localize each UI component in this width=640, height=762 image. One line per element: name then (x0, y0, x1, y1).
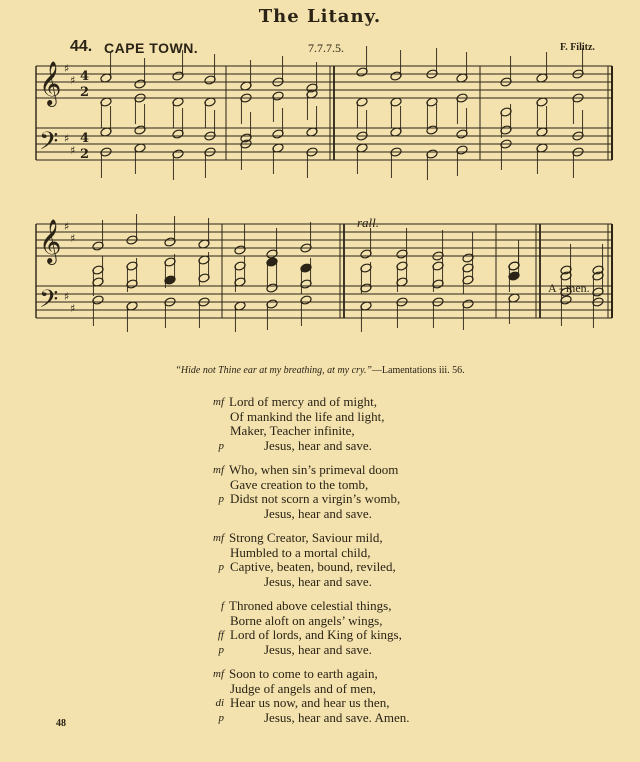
sharp-sign: ♯ (70, 232, 76, 245)
verse-text: Jesus, hear and save. (264, 573, 372, 589)
verse-line (0, 575, 640, 590)
stanza (0, 667, 640, 725)
stanza (0, 463, 640, 521)
dynamic-marking: mf (213, 532, 224, 544)
verse-line (0, 628, 640, 643)
dynamic-marking: p (218, 561, 224, 573)
stanza (0, 599, 640, 657)
sharp-sign: ♯ (70, 302, 76, 315)
composer: F. Filitz. (560, 42, 595, 53)
hymn-verses (0, 395, 640, 735)
dynamic-marking: mf (213, 668, 224, 680)
sharp-sign: ♯ (64, 132, 70, 145)
verse-line (0, 492, 640, 507)
verse-line (0, 424, 640, 439)
verse-text: Jesus, hear and save. (264, 505, 372, 521)
music-score (0, 0, 640, 360)
verse-text: Throned above celestial things, (229, 598, 392, 613)
verse-text: Of mankind the life and light, (230, 408, 385, 424)
dynamic-marking: di (215, 697, 224, 709)
scripture-quote (0, 365, 640, 376)
verse-line (0, 682, 640, 697)
verse-line (0, 507, 640, 522)
sharp-sign: ♯ (64, 62, 70, 75)
verse-text: Jesus, hear and save. (264, 641, 372, 657)
verse-text: Lord of mercy and of might, (229, 394, 378, 409)
verse-text: Who, when sin’s primeval doom (229, 462, 399, 477)
stanza (0, 395, 640, 453)
page-number: 48 (56, 718, 66, 729)
sharp-sign: ♯ (64, 290, 70, 303)
verse-line (0, 643, 640, 658)
verse-line (0, 439, 640, 454)
time-signature: 2 (80, 147, 90, 162)
verse-line (0, 531, 640, 546)
verse-text: Maker, Teacher infinite, (230, 423, 355, 438)
sharp-sign: ♯ (64, 220, 70, 233)
meter: 7.7.7.5. (308, 41, 344, 55)
verse-line (0, 614, 640, 629)
verse-text: Hear us now, and hear us then, (230, 695, 390, 710)
verse-line (0, 410, 640, 425)
time-signature: 2 (80, 85, 90, 100)
dynamic-marking: mf (213, 396, 224, 408)
time-signature: 4 (80, 69, 90, 84)
verse-text: Lord of lords, and King of kings, (230, 627, 402, 642)
verse-text: Captive, beaten, bound, reviled, (230, 559, 396, 574)
stanza (0, 531, 640, 589)
amen-lyric: A - men. (548, 281, 590, 295)
sharp-sign: ♯ (70, 74, 76, 87)
dynamic-marking: ff (217, 629, 224, 641)
bass-clef: 𝄢 (39, 127, 59, 162)
dynamic-marking: f (220, 600, 224, 612)
hymn-number: 44. (70, 38, 93, 55)
verse-text: Borne aloft on angels’ wings, (230, 612, 383, 628)
verse-text: Judge of angels and of men, (230, 680, 376, 696)
verse-line (0, 546, 640, 561)
scripture-text: “Hide not Thine ear at my breathing, at my cry.” (175, 365, 372, 376)
verse-line (0, 560, 640, 575)
verse-text: Didst not scorn a virgin’s womb, (230, 491, 401, 506)
page-header: The Litany. (258, 6, 382, 27)
verse-text: Soon to come to earth again, (229, 666, 378, 681)
rallentando-marking: rall. (357, 215, 380, 230)
verse-line (0, 599, 640, 614)
dynamic-marking: p (218, 711, 224, 724)
dynamic-marking: p (218, 643, 224, 656)
dynamic-marking: mf (213, 464, 224, 476)
treble-clef: 𝄞 (39, 219, 62, 263)
bass-clef: 𝄢 (39, 285, 59, 320)
dynamic-marking: p (218, 439, 224, 452)
verse-text: Jesus, hear and save. (264, 437, 372, 453)
verse-line (0, 478, 640, 493)
verse-line (0, 711, 640, 726)
verse-line (0, 463, 640, 478)
treble-clef: 𝄞 (39, 61, 62, 105)
verse-line (0, 395, 640, 410)
verse-text: Strong Creator, Saviour mild, (229, 530, 383, 545)
scripture-reference: —Lamentations iii. 56. (371, 365, 465, 376)
tune-name: CAPE TOWN. (104, 40, 199, 56)
verse-text: Jesus, hear and save. Amen. (264, 709, 410, 725)
verse-line (0, 667, 640, 682)
verse-line (0, 696, 640, 711)
sharp-sign: ♯ (70, 144, 76, 157)
verse-text: Humbled to a mortal child, (230, 544, 371, 560)
time-signature: 4 (80, 131, 90, 146)
dynamic-marking: p (218, 493, 224, 505)
verse-text: Gave creation to the tomb, (230, 476, 369, 492)
